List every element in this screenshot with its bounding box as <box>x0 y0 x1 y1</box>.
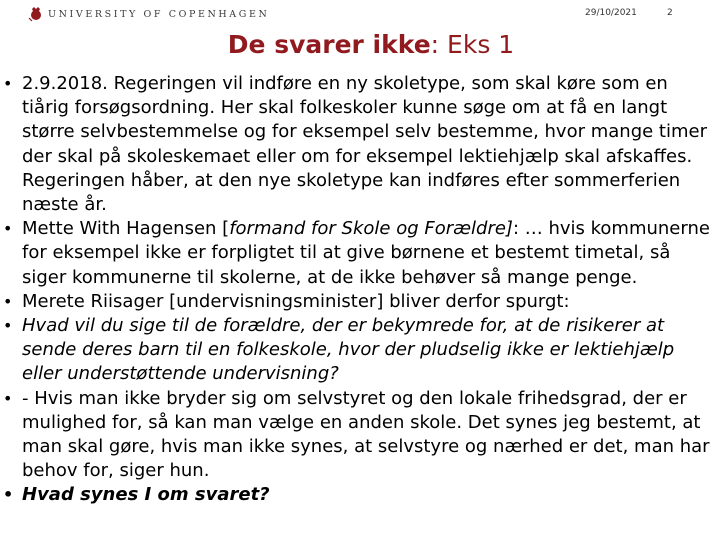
bullet-text-italic: formand for Skole og Forældre] <box>229 218 513 240</box>
bullet-text: Merete Riisager [undervisningsminister] bliver derfor spurgt: <box>22 290 570 312</box>
slide-body <box>0 72 716 508</box>
bullet-item-question-bold <box>0 483 716 507</box>
page-number: 2 <box>667 8 673 18</box>
bullet-item <box>0 387 716 484</box>
university-name: UNIVERSITY OF COPENHAGEN <box>48 9 270 20</box>
bullet-text-prefix: Mette With Hagensen [ <box>22 218 230 240</box>
bullet-text: 2.9.2018. Regeringen vil indføre en ny skoletype, som skal køre som en tiårig forsøgsordning. Her skal folkeskoler kunne søge om at få en langt større selvbestemmelse og for eksempel selv bestemme, hvor mange timer der skal på skoleskemaet eller om for eksempel lektiehjælp skal afskaffes. Regeringen håber, at den nye skoletype kan indføres efter sommerferien næste år. <box>22 73 707 216</box>
slide-title <box>0 30 720 59</box>
title-bold: De svarer ikke <box>227 30 431 59</box>
bullet-item <box>0 217 716 290</box>
bullet-text: - Hvis man ikke bryder sig om selvstyret og den lokale frihedsgrad, der er mulighed for, så kan man vælge en anden skole. Det synes jeg bestemt, at man skal gøre, hvis man ikke synes, at selvstyre og nærhed er det, man har behov for, siger hun. <box>22 387 710 482</box>
bullet-text: Hvad vil du sige til de forældre, der er bekymrede for, at de risikerer at sende deres barn til en folkeskole, hvor der pludselig ikke er lektiehjælp eller understøttende undervisning? <box>22 315 675 385</box>
bullet-text: Hvad synes I om svaret? <box>22 484 270 506</box>
slide-date: 29/10/2021 <box>585 8 637 18</box>
bullet-text-suffix: : … hvis kommunerne for eksempel ikke er forpligtet til at give børnene et bestemt timetal, så siger kommunerne til skolerne, at de ikke behøver så mange penge. <box>22 218 710 288</box>
crown-seal-icon <box>28 6 42 22</box>
bullet-item <box>0 290 716 314</box>
bullet-item <box>0 72 716 217</box>
title-rest: : Eks 1 <box>430 30 515 59</box>
slide-header <box>0 0 720 28</box>
bullet-item-question <box>0 314 716 387</box>
